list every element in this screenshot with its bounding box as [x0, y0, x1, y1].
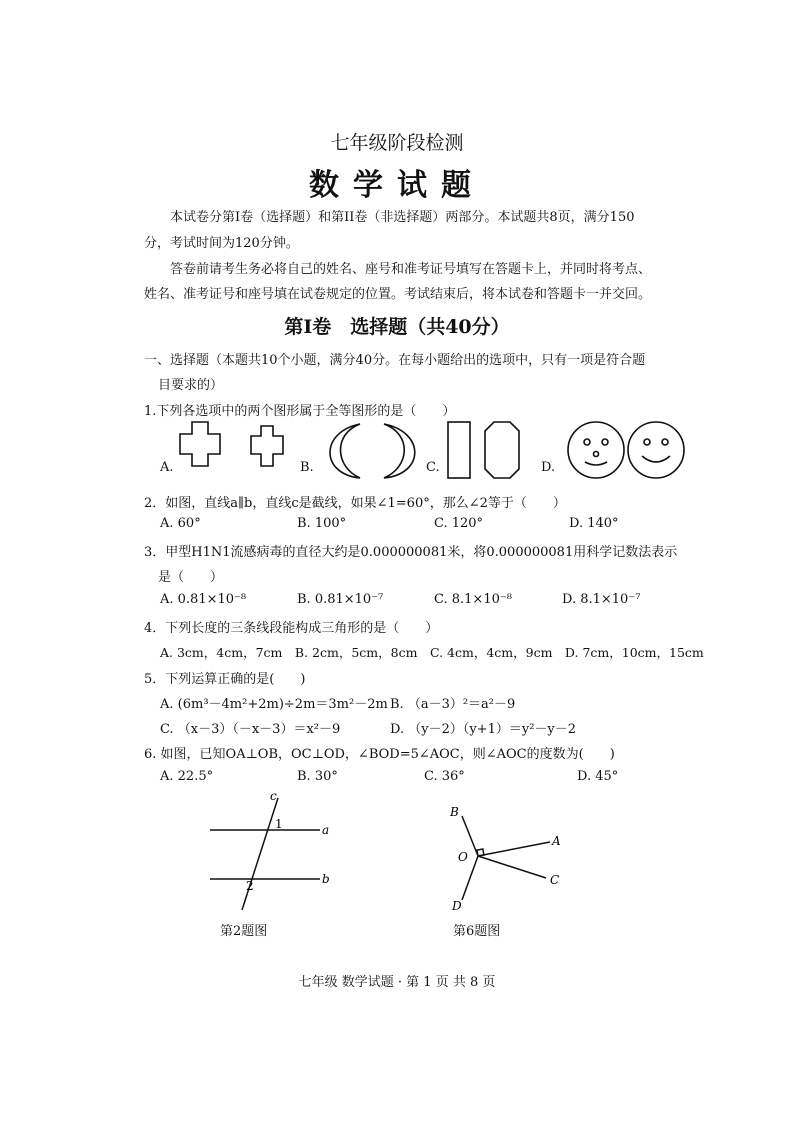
figure-6-label-d: D: [452, 899, 462, 913]
figure-2-label-a: a: [322, 823, 330, 837]
intro-paragraph-1-line-2: 分，考试时间为120分钟。: [144, 236, 299, 251]
face-left: [568, 422, 624, 478]
octagon-shape: [485, 422, 519, 478]
figure-2-angle-2: 2: [246, 879, 254, 893]
figure-6-label-a: A: [552, 834, 561, 848]
crescent-left: [330, 424, 360, 478]
intro-paragraph-1-line-1: 本试卷分第Ⅰ卷（选择题）和第II卷（非选择题）两部分。本试题共8页，满分150: [170, 210, 635, 225]
cross-shape-large: [180, 422, 220, 466]
figure-2-label-b: b: [322, 872, 330, 886]
question-1-option-c-label: C.: [426, 460, 440, 475]
section-title: 第Ⅰ卷 选择题（共40分）: [284, 316, 510, 338]
question-3-option-a: A. 0.81×10⁻⁸: [160, 592, 247, 607]
question-1-option-d-label: D.: [541, 460, 556, 475]
question-6-option-a: A. 22.5°: [160, 769, 214, 784]
figure-6-label-o: O: [458, 850, 468, 864]
cross-shape-small: [251, 426, 283, 466]
question-1-option-a-label: A.: [160, 460, 174, 475]
section-instructions-line-1: 一、选择题（本题共10个小题，满分40分。在每小题给出的选项中，只有一项是符合题: [144, 353, 646, 368]
question-1-stem: 1.下列各选项中的两个图形属于全等图形的是（ ）: [144, 404, 456, 419]
intro-paragraph-2-line-1: 答卷前请考生务必将自己的姓名、座号和准考证号填写在答题卡上，并同时将考点、: [170, 262, 652, 277]
question-2-option-a: A. 60°: [160, 516, 201, 531]
question-5-stem: 5．下列运算正确的是( ): [144, 672, 306, 687]
section-instructions-line-2: 目要求的）: [158, 378, 224, 393]
question-2-stem: 2．如图，直线a∥b，直线c是截线，如果∠1=60°，那么∠2等于（ ）: [144, 496, 566, 511]
question-5-option-d: D. （y－2）（y+1）＝y²－y－2: [390, 722, 577, 737]
question-6-option-d: D. 45°: [577, 769, 619, 784]
figure-6-angle-rays: [440, 796, 580, 916]
question-6-option-c: C. 36°: [424, 769, 465, 784]
figure-6-label-b: B: [450, 805, 459, 819]
question-6-option-b: B. 30°: [297, 769, 338, 784]
figure-2-parallel-lines: [200, 788, 360, 918]
exam-title: 数学试题: [309, 168, 485, 203]
crescent-right: [384, 424, 415, 478]
rectangle-shape: [448, 422, 470, 478]
question-2-option-b: B. 100°: [297, 516, 347, 531]
question-2-option-c: C. 120°: [434, 516, 484, 531]
question-3-option-b: B. 0.81×10⁻⁷: [297, 592, 384, 607]
question-1-option-b-label: B.: [300, 460, 314, 475]
question-2-option-d: D. 140°: [569, 516, 619, 531]
page-footer: 七年级 数学试题 · 第 1 页 共 8 页: [298, 975, 496, 990]
question-4-options: A. 3cm，4cm，7cm B. 2cm，5cm，8cm C. 4cm，4cm，9cm D. 7cm，10cm，15cm: [160, 645, 704, 660]
face-right: [628, 422, 684, 478]
figure-6-label-c: C: [550, 873, 560, 887]
question-5-option-c: C. （x－3）（－x－3）＝x²－9: [160, 722, 341, 737]
figure-6-caption: 第6题图: [453, 924, 501, 939]
question-4-stem: 4．下列长度的三条线段能构成三角形的是（ ）: [144, 621, 439, 636]
question-6-stem: 6. 如图，已知OA⊥OB，OC⊥OD，∠BOD=5∠AOC，则∠AOC的度数为( ): [144, 747, 615, 762]
question-5-option-b: B. （a－3）²＝a²－9: [390, 697, 516, 712]
intro-paragraph-2-line-2: 姓名、准考证号和座号填在试卷规定的位置。考试结束后，将本试卷和答题卡一并交回。: [144, 287, 652, 302]
question-3-option-d: D. 8.1×10⁻⁷: [562, 592, 641, 607]
question-3-stem-line-2: 是（ ）: [158, 570, 224, 585]
figure-2-angle-1: 1: [275, 817, 283, 831]
question-5-option-a: A. (6m³－4m²+2m)÷2m＝3m²－2m: [160, 697, 388, 712]
exam-subtitle: 七年级阶段检测: [330, 132, 464, 154]
question-3-stem-line-1: 3．甲型H1N1流感病毒的直径大约是0.000000081米，将0.000000081用科学记数法表示: [144, 545, 678, 560]
figure-2-caption: 第2题图: [220, 924, 268, 939]
question-3-option-c: C. 8.1×10⁻⁸: [434, 592, 512, 607]
figure-2-label-c: c: [270, 789, 277, 803]
